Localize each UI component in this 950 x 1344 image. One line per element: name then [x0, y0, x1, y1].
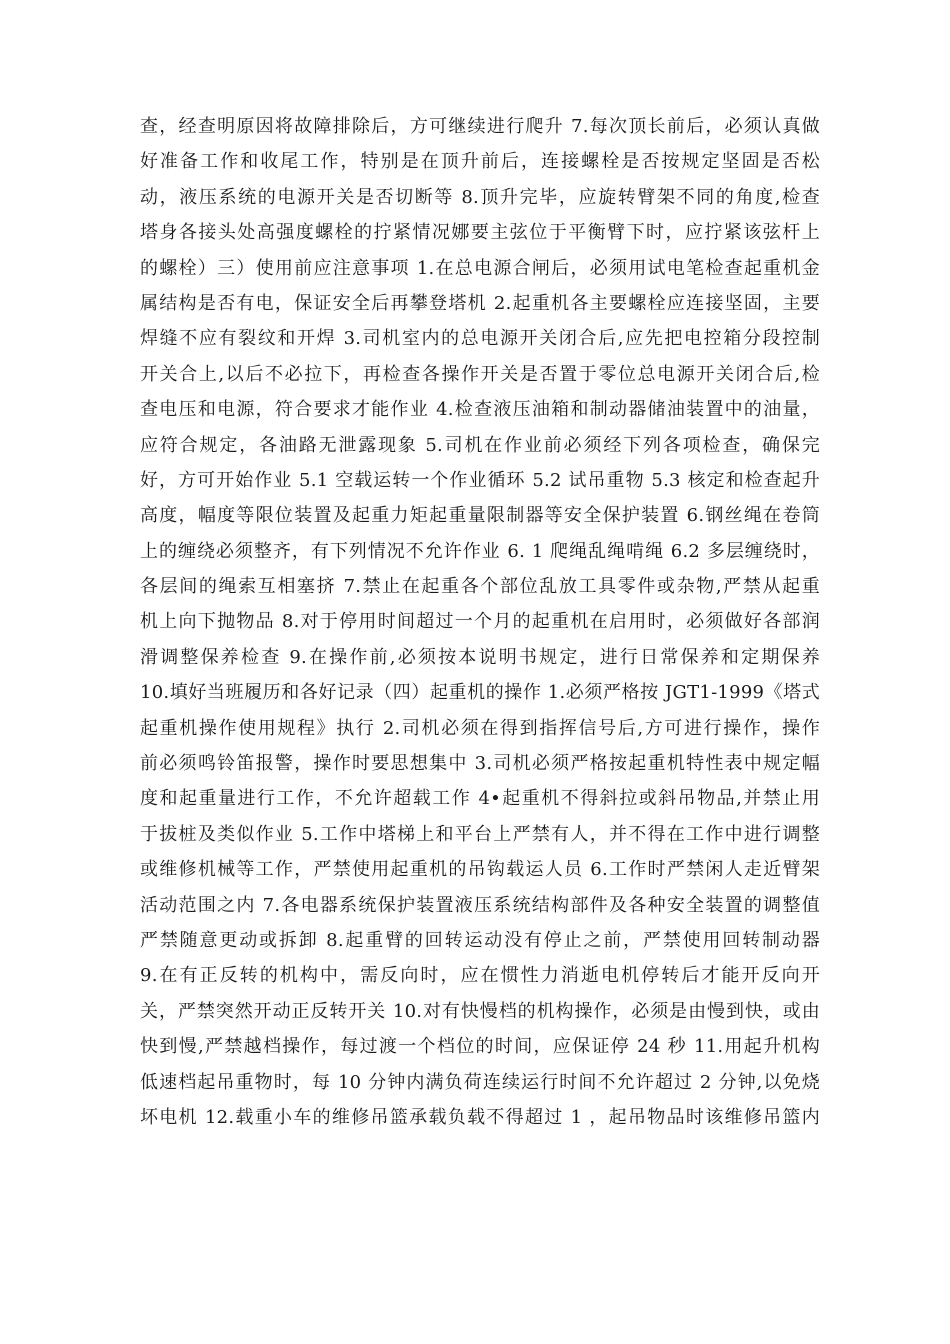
text-line: 动，液压系统的电源开关是否切断等 8.顶升完毕，应旋转臂架不同的角度,检查 — [140, 186, 820, 208]
text-line: 焊缝不应有裂纹和开焊 3.司机室内的总电源开关闭合后,应先把电控箱分段控制 — [140, 328, 820, 350]
text-line: 查，经查明原因将故障排除后，方可继续进行爬升 7.每次顶长前后，必须认真做 — [140, 116, 820, 137]
text-line: 于拔桩及类似作业 5.工作中塔梯上和平台上严禁有人，并不得在工作中进行调整 — [140, 823, 820, 845]
text-line: 好准备工作和收尾工作，特别是在顶升前后，连接螺栓是否按规定坚固是否松 — [140, 151, 820, 173]
text-line: 机上向下抛物品 8.对于停用时间超过一个月的起重机在启用时，必须做好各部润 — [140, 611, 820, 633]
text-line: 好，方可开始作业 5.1 空载运转一个作业循环 5.2 试吊重物 5.3 核定和检查起升 — [140, 469, 820, 491]
text-line: 或维修机械等工作，严禁使用起重机的吊钩载运人员 6.工作时严禁闲人走近臂架 — [140, 859, 820, 881]
text-line: 活动范围之内 7.各电器系统保护装置液压系统结构部件及各种安全装置的调整值 — [140, 894, 820, 916]
text-line: 前必须鸣铃笛报警，操作时要思想集中 3.司机必须严格按起重机特性表中规定幅 — [140, 753, 820, 775]
text-line: 查电压和电源，符合要求才能作业 4.检查液压油箱和制动器储油装置中的油量， — [140, 399, 820, 421]
text-line: 10.填好当班履历和各好记录（四）起重机的操作 1.必须严格按 JGT1-1999《塔式 — [140, 682, 820, 704]
text-line: 属结构是否有电，保证安全后再攀登塔机 2.起重机各主要螺栓应连接坚固，主要 — [140, 292, 820, 314]
text-line: 严禁随意更动或拆卸 8.起重臂的回转运动没有停止之前，严禁使用回转制动器 — [140, 929, 820, 951]
body-text — [140, 109, 820, 1135]
text-line: 关，严禁突然开动正反转开关 10.对有快慢档的机构操作，必须是由慢到快，或由 — [140, 1000, 820, 1022]
text-line: 滑调整保养检查 9.在操作前,必须按本说明书规定，进行日常保养和定期保养 — [140, 646, 820, 668]
text-line: 起重机操作使用规程》执行 2.司机必须在得到指挥信号后,方可进行操作，操作 — [140, 717, 820, 739]
text-line: 应符合规定，各油路无泄露现象 5.司机在作业前必须经下列各项检查，确保完 — [140, 434, 820, 456]
text-line: 各层间的绳索互相塞挤 7.禁止在起重各个部位乱放工具零件或杂物,严禁从起重 — [140, 576, 820, 598]
text-line: 上的缠绕必须整齐，有下列情况不允许作业 6. 1 爬绳乱绳啃绳 6.2 多层缠绕时， — [140, 540, 820, 562]
text-line: 开关合上,以后不必拉下，再检查各操作开关是否置于零位总电源开关闭合后,检 — [140, 363, 820, 385]
text-line: 塔身各接头处高强度螺栓的拧紧情况娜要主弦位于平衡臂下时，应拧紧该弦杆上 — [140, 222, 820, 244]
text-line: 9.在有正反转的机构中，需反向时，应在惯性力消逝电机停转后才能开反向开 — [140, 965, 820, 987]
text-line: 低速档起吊重物时，每 10 分钟内满负荷连续运行时间不允许超过 2 分钟,以免烧 — [140, 1071, 820, 1093]
text-line: 快到慢,严禁越档操作，每过渡一个档位的时间，应保证停 24 秒 11.用起升机构 — [140, 1036, 820, 1058]
text-line: 的螺栓）三）使用前应注意事项 1.在总电源合闸后，必须用试电笔检查起重机金 — [140, 257, 820, 279]
text-line: 度和起重量进行工作，不允许超载工作 4•起重机不得斜拉或斜吊物品,并禁止用 — [140, 788, 820, 810]
text-line: 高度，幅度等限位装置及起重力矩起重量限制器等安全保护装置 6.钢丝绳在卷筒 — [140, 505, 820, 527]
text-line: 坏电机 12.载重小车的维修吊篮承载负载不得超过 1 ，起吊物品时该维修吊篮内 — [140, 1106, 820, 1128]
